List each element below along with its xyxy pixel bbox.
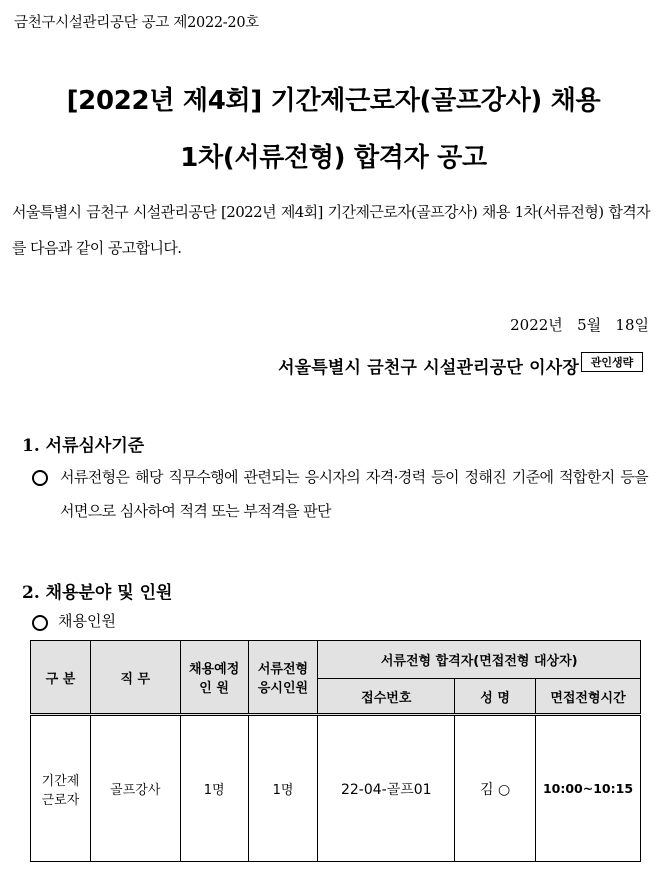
section-heading-recruitment-field: 2. 채용분야 및 인원 [22,583,173,603]
header-applicant-count: 서류전형 응시인원 [248,641,318,715]
cell-category: 기간제 근로자 [31,715,91,862]
recruitment-count-label: 채용인원 [58,612,116,630]
page-title-line1: [2022년 제4회] 기간제근로자(골프강사) 채용 [66,86,601,116]
cell-interview-time: 10:00~10:15 [536,715,641,862]
circle-bullet-icon [32,615,48,631]
header-passers-group: 서류전형 합격자(면접전형 대상자) [318,641,641,679]
header-duty: 직 무 [90,641,180,715]
signer: 서울특별시 금천구 시설관리공단 이사장 [278,358,579,378]
section-heading-screening-criteria: 1. 서류심사기준 [22,436,145,456]
notice-date: 2022년 5월 18일 [510,316,649,334]
seal-omitted-stamp: 관인생략 [581,352,643,372]
cell-reg-no: 22-04-골프01 [318,715,455,862]
cell-applicants: 1명 [248,715,318,862]
header-name: 성 명 [455,679,536,715]
table-row [31,715,641,862]
header-reg-no: 접수번호 [318,679,455,715]
cell-planned: 1명 [180,715,248,862]
page-title-line2: 1차(서류전형) 합격자 공고 [180,143,487,173]
cell-duty: 골프강사 [90,715,180,862]
cell-name: 김 ○ [455,715,536,862]
header-category: 구 분 [31,641,91,715]
notice-number: 금천구시설관리공단 공고 제2022-20호 [14,15,259,31]
screening-criteria-text: 서류전형은 해당 직무수행에 관련되는 응시자의 자격·경력 등이 정해진 기준에 적합한지 등을 서면으로 심사하여 적격 또는 부적격을 판단 [60,468,648,520]
header-planned-count: 채용예정 인 원 [180,641,248,715]
intro-paragraph: 서울특별시 금천구 시설관리공단 [2022년 제4회] 기간제근로자(골프강사) 채용 1차(서류전형) 합격자를 다음과 같이 공고합니다. [12,203,650,257]
header-interview-time: 면접전형시간 [536,679,641,715]
recruitment-table [30,640,641,862]
circle-bullet-icon [32,470,48,486]
